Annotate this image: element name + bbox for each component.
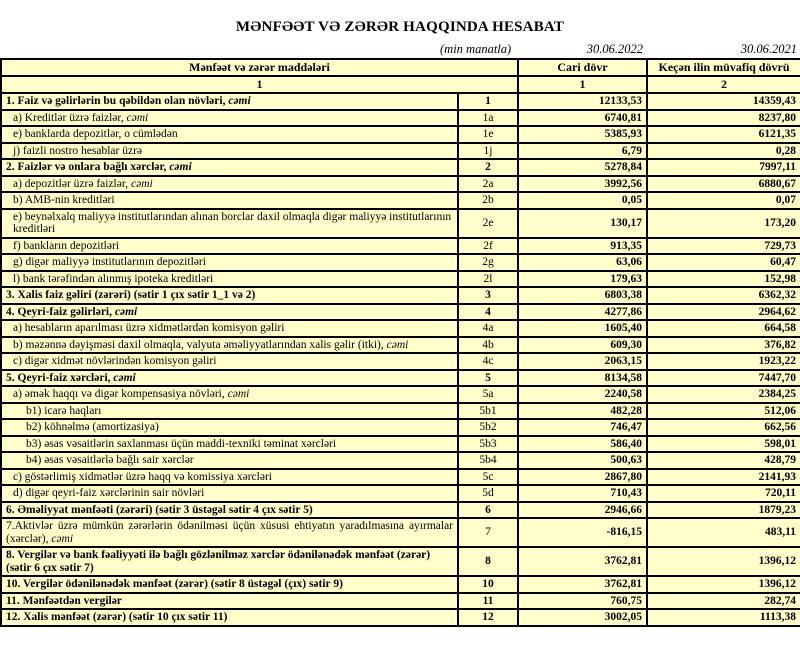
row-code: 1 <box>458 93 518 110</box>
row-code: 2a <box>458 176 518 193</box>
table-row <box>1 176 800 193</box>
table-row <box>1 287 800 304</box>
row-label: g) digər maliyyə institutlarının depozitləri <box>1 254 458 271</box>
row-code: 2l <box>458 271 518 288</box>
row-current-value: 4277,86 <box>518 304 647 321</box>
row-code: 4 <box>458 304 518 321</box>
row-current-value: -816,15 <box>518 518 647 547</box>
row-code: 10 <box>458 576 518 593</box>
row-previous-value: 376,82 <box>647 337 800 354</box>
row-label: e) beynəlxalq maliyyə institutlarından alınan borclar daxil olmaqla digər maliyyə institutlarının kreditləri <box>1 209 458 238</box>
row-previous-value: 282,74 <box>647 593 800 610</box>
row-label: b1) icarə haqları <box>1 403 458 420</box>
row-code: 1j <box>458 143 518 160</box>
row-current-value: 63,06 <box>518 254 647 271</box>
row-label: b) AMB-nin kreditləri <box>1 192 458 209</box>
table-row <box>1 576 800 593</box>
row-code: 1a <box>458 110 518 127</box>
row-current-value: 2063,15 <box>518 353 647 370</box>
row-code: 11 <box>458 593 518 610</box>
row-code: 5b1 <box>458 403 518 420</box>
page-title: MƏNFƏƏT VƏ ZƏRƏR HAQQINDA HESABAT <box>235 19 565 35</box>
row-label: l) bank tərəfindən alınmış ipoteka kreditləri <box>1 271 458 288</box>
row-previous-value: 6362,32 <box>647 287 800 304</box>
table-row <box>1 254 800 271</box>
header-row-labels <box>1 59 800 76</box>
row-label: 8. Vergilər və bank fəaliyyəti ilə bağlı gözlənilməz xərclər ödənilənədək mənfəət (zərər) (sətir 6 çıx sətir 7) <box>1 547 458 576</box>
row-current-value: 179,63 <box>518 271 647 288</box>
row-code: 4c <box>458 353 518 370</box>
row-previous-value: 483,11 <box>647 518 800 547</box>
row-current-value: 586,40 <box>518 436 647 453</box>
row-current-value: 12133,53 <box>518 93 647 110</box>
row-current-value: 3762,81 <box>518 547 647 576</box>
row-current-value: 2240,58 <box>518 386 647 403</box>
date-current: 30.06.2022 <box>586 42 643 56</box>
table-row <box>1 436 800 453</box>
row-current-value: 609,30 <box>518 337 647 354</box>
row-current-value: 710,43 <box>518 485 647 502</box>
row-code: 4b <box>458 337 518 354</box>
header-row-numbers <box>1 76 800 93</box>
row-code: 12 <box>458 609 518 626</box>
row-previous-value: 0,28 <box>647 143 800 160</box>
row-label: a) hesabların aparılması üzrə xidmətlərdən komisyon gəliri <box>1 320 458 337</box>
table-row <box>1 209 800 238</box>
row-code: 2e <box>458 209 518 238</box>
row-previous-value: 2141,93 <box>647 469 800 486</box>
row-previous-value: 1879,23 <box>647 502 800 519</box>
header-current-colnum: 1 <box>518 76 647 93</box>
row-previous-value: 2964,62 <box>647 304 800 321</box>
table-row <box>1 469 800 486</box>
row-label: c) digər xidmət növlərindən komisyon gəliri <box>1 353 458 370</box>
table-row <box>1 593 800 610</box>
table-row <box>1 93 800 110</box>
table-row <box>1 518 800 547</box>
table-row <box>1 452 800 469</box>
row-previous-value: 8237,80 <box>647 110 800 127</box>
row-previous-value: 1923,22 <box>647 353 800 370</box>
table-row <box>1 502 800 519</box>
row-current-value: 482,28 <box>518 403 647 420</box>
row-previous-value: 7447,70 <box>647 370 800 387</box>
row-previous-value: 173,20 <box>647 209 800 238</box>
row-code: 5b3 <box>458 436 518 453</box>
row-label: 7.Aktivlər üzrə mümkün zərərlərin ödənilməsi üçün xüsusi ehtiyatın yaradılmasına ayırmalar (xərclər), cəmi <box>1 518 458 547</box>
row-current-value: 3762,81 <box>518 576 647 593</box>
row-current-value: 500,63 <box>518 452 647 469</box>
row-label: 10. Vergilər ödənilənədək mənfəət (zərər) (sətir 8 üstəgəl (çıx) sətir 9) <box>1 576 458 593</box>
row-previous-value: 60,47 <box>647 254 800 271</box>
row-previous-value: 729,73 <box>647 238 800 255</box>
table-row <box>1 353 800 370</box>
row-label: 1. Faiz və gəlirlərin bu qəbildən olan növləri, cəmi <box>1 93 458 110</box>
row-label: a) depozitlər üzrə faizlər, cəmi <box>1 176 458 193</box>
row-code: 5b4 <box>458 452 518 469</box>
row-label: j) faizli nostro hesablar üzrə <box>1 143 458 160</box>
row-label: 4. Qeyri-faiz gəlirləri, cəmi <box>1 304 458 321</box>
unit-note: (min manatla) <box>440 42 512 56</box>
row-previous-value: 2384,25 <box>647 386 800 403</box>
row-previous-value: 428,79 <box>647 452 800 469</box>
row-current-value: 746,47 <box>518 419 647 436</box>
table-row <box>1 609 800 626</box>
row-code: 5 <box>458 370 518 387</box>
row-label: a) əmək haqqı və digər kompensasiya növləri, cəmi <box>1 386 458 403</box>
table-row <box>1 419 800 436</box>
row-label: 11. Mənfəətdən vergilər <box>1 593 458 610</box>
row-code: 3 <box>458 287 518 304</box>
row-current-value: 130,17 <box>518 209 647 238</box>
row-code: 5d <box>458 485 518 502</box>
row-current-value: 1605,40 <box>518 320 647 337</box>
table-row <box>1 159 800 176</box>
row-current-value: 3992,56 <box>518 176 647 193</box>
row-previous-value: 598,01 <box>647 436 800 453</box>
row-current-value: 3002,05 <box>518 609 647 626</box>
row-code: 5c <box>458 469 518 486</box>
row-current-value: 5278,84 <box>518 159 647 176</box>
row-label: c) göstərlimiş xidmətlər üzrə haqq və komissiya xərcləri <box>1 469 458 486</box>
table-row <box>1 143 800 160</box>
table-row <box>1 337 800 354</box>
row-previous-value: 720,11 <box>647 485 800 502</box>
row-previous-value: 1396,12 <box>647 547 800 576</box>
row-current-value: 6803,38 <box>518 287 647 304</box>
row-label: d) digər qeyri-faiz xərclərinin sair növləri <box>1 485 458 502</box>
row-current-value: 0,05 <box>518 192 647 209</box>
row-code: 6 <box>458 502 518 519</box>
table-row <box>1 386 800 403</box>
table-row <box>1 238 800 255</box>
row-code: 5b2 <box>458 419 518 436</box>
row-code: 4a <box>458 320 518 337</box>
row-current-value: 6740,81 <box>518 110 647 127</box>
row-label: b3) əsas vəsaitlərin saxlanması üçün maddi-texniki təminat xərcləri <box>1 436 458 453</box>
row-code: 5a <box>458 386 518 403</box>
row-previous-value: 1113,38 <box>647 609 800 626</box>
row-current-value: 2946,66 <box>518 502 647 519</box>
header-previous-colnum: 2 <box>647 76 800 93</box>
table-row <box>1 271 800 288</box>
row-label: b) məzənnə dəyişməsi daxil olmaqla, valyuta əməliyyatlarından xalis gəlir (itki), cəmi <box>1 337 458 354</box>
row-label: b2) köhnəlmə (amortizasiya) <box>1 419 458 436</box>
row-current-value: 760,75 <box>518 593 647 610</box>
row-code: 7 <box>458 518 518 547</box>
header-current-label: Cari dövr <box>518 59 647 76</box>
row-code: 2g <box>458 254 518 271</box>
table-row <box>1 110 800 127</box>
row-previous-value: 7997,11 <box>647 159 800 176</box>
table-row <box>1 370 800 387</box>
meta-row <box>0 42 800 57</box>
row-previous-value: 14359,43 <box>647 93 800 110</box>
row-code: 2b <box>458 192 518 209</box>
table-row <box>1 192 800 209</box>
row-label: f) bankların depozitləri <box>1 238 458 255</box>
header-previous-label: Keçən ilin müvafiq dövrü <box>647 59 800 76</box>
row-label: 6. Əməliyyat mənfəəti (zərəri) (sətir 3 üstəgəl sətir 4 çıx sətir 5) <box>1 502 458 519</box>
date-previous: 30.06.2021 <box>740 42 797 56</box>
row-label: 12. Xalis mənfəət (zərər) (sətir 10 çıx sətir 11) <box>1 609 458 626</box>
table-row <box>1 485 800 502</box>
row-previous-value: 664,58 <box>647 320 800 337</box>
row-label: 3. Xalis faiz gəliri (zərəri) (sətir 1 çıx sətir 1_1 və 2) <box>1 287 458 304</box>
row-current-value: 5385,93 <box>518 126 647 143</box>
row-label: a) Kreditlər üzrə faizlər, cəmi <box>1 110 458 127</box>
row-label: b4) əsas vəsaitlərlə bağlı sair xərclər <box>1 452 458 469</box>
table-row <box>1 547 800 576</box>
table-row <box>1 304 800 321</box>
report-rows <box>1 93 800 626</box>
row-label: 2. Faizlər və onlara bağlı xərclər, cəmi <box>1 159 458 176</box>
row-previous-value: 1396,12 <box>647 576 800 593</box>
row-current-value: 2867,80 <box>518 469 647 486</box>
profit-loss-table <box>0 58 800 627</box>
row-code: 1e <box>458 126 518 143</box>
row-previous-value: 6880,67 <box>647 176 800 193</box>
header-items-label: Mənfəət və zərər maddələri <box>1 59 518 76</box>
table-row <box>1 403 800 420</box>
row-previous-value: 0,07 <box>647 192 800 209</box>
row-label: 5. Qeyri-faiz xərcləri, cəmi <box>1 370 458 387</box>
row-previous-value: 6121,35 <box>647 126 800 143</box>
header-items-colnum: 1 <box>1 76 518 93</box>
row-code: 8 <box>458 547 518 576</box>
table-row <box>1 126 800 143</box>
row-code: 2f <box>458 238 518 255</box>
row-current-value: 6,79 <box>518 143 647 160</box>
row-previous-value: 662,56 <box>647 419 800 436</box>
row-code: 2 <box>458 159 518 176</box>
table-row <box>1 320 800 337</box>
row-previous-value: 152,98 <box>647 271 800 288</box>
row-current-value: 8134,58 <box>518 370 647 387</box>
row-previous-value: 512,06 <box>647 403 800 420</box>
row-label: e) banklarda depozitlər, o cümlədən <box>1 126 458 143</box>
row-current-value: 913,35 <box>518 238 647 255</box>
